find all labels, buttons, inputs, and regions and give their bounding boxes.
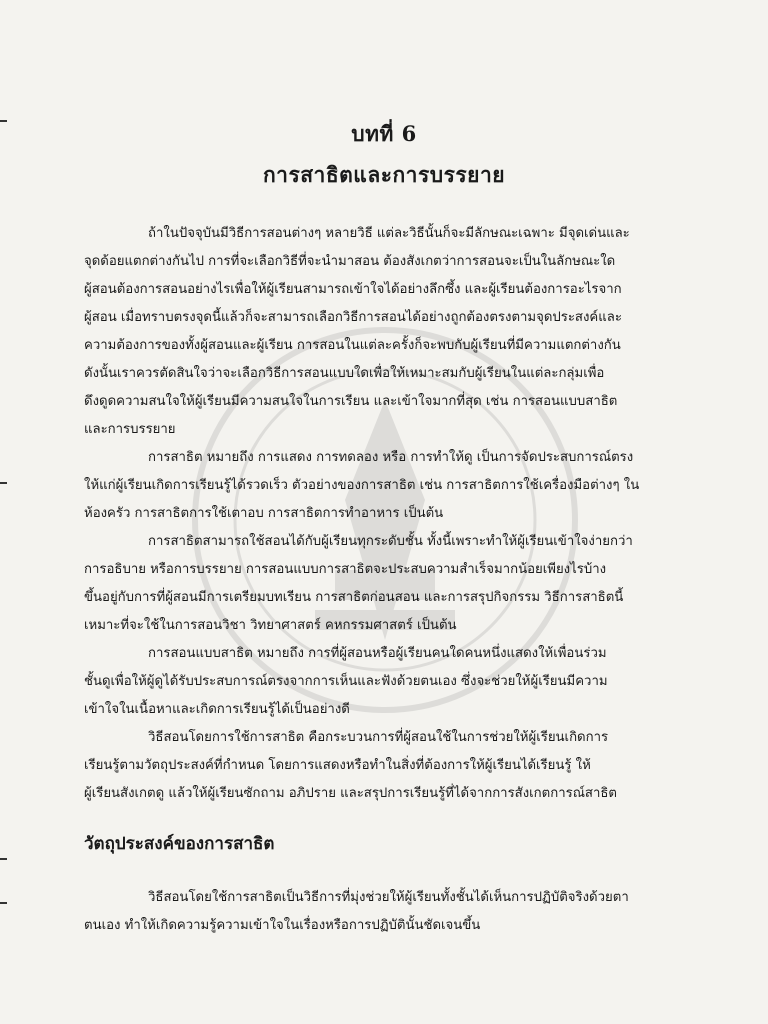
scan-edge-mark	[0, 902, 7, 904]
text-line: เข้าใจในเนื้อหาและเกิดการเรียนรู้ได้เป็นอย่างดี	[84, 702, 350, 717]
text-line: เหมาะที่จะใช้ในการสอนวิชา วิทยาศาสตร์ คหกรรมศาสตร์ เป็นต้น	[84, 618, 457, 633]
paragraph-method	[84, 724, 684, 808]
section-body	[84, 884, 684, 940]
paragraph-intro	[84, 220, 684, 444]
text-line: ผู้สอนต้องการสอนอย่างไรเพื่อให้ผู้เรียนสามารถเข้าใจได้อย่างลึกซึ้ง และผู้เรียนต้องการอะไรจาก	[84, 282, 622, 297]
text-line: ตนเอง ทำให้เกิดความรู้ความเข้าใจในเรื่องหรือการปฏิบัตินั้นชัดเจนขึ้น	[84, 918, 481, 933]
text-line: ผู้เรียนสังเกตดู แล้วให้ผู้เรียนซักถาม อภิปราย และสรุปการเรียนรู้ที่ได้จากการสังเกตการณ์สาธิต	[84, 786, 617, 801]
text-line: ถ้าในปัจจุบันมีวิธีการสอนต่างๆ หลายวิธี แต่ละวิธีนั้นก็จะมีลักษณะเฉพาะ มีจุดเด่นและ	[148, 226, 630, 241]
text-line: ห้องครัว การสาธิตการใช้เตาอบ การสาธิตการทำอาหาร เป็นต้น	[84, 506, 444, 521]
text-line: การสอนแบบสาธิต หมายถึง การที่ผู้สอนหรือผู้เรียนคนใดคนหนึ่งแสดงให้เพื่อนร่วม	[148, 646, 607, 661]
chapter-title: การสาธิตและการบรรยาย	[262, 162, 506, 187]
paragraph-objective	[84, 884, 684, 940]
paragraph-demo-teaching	[84, 640, 684, 724]
body-text	[84, 220, 684, 808]
text-line: ชั้นดูเพื่อให้ผู้ดูได้รับประสบการณ์ตรงจากการเห็นและฟังด้วยตนเอง ซึ่งจะช่วยให้ผู้เรียนมีความ	[84, 674, 608, 689]
text-line: จุดด้อยแตกต่างกันไป การที่จะเลือกวิธีที่จะนำมาสอน ต้องสังเกตว่าการสอนจะเป็นในลักษณะใด	[84, 254, 616, 269]
text-line: ดังนั้นเราควรตัดสินใจว่าจะเลือกวิธีการสอนแบบใดเพื่อให้เหมาะสมกับผู้เรียนในแต่ละกลุ่มเพื่อ	[84, 366, 605, 381]
chapter-number: บทที่ 6	[351, 121, 417, 146]
paragraph-usage	[84, 528, 684, 640]
text-line: เรียนรู้ตามวัตถุประสงค์ที่กำหนด โดยการแสดงหรือทำในสิ่งที่ต้องการให้ผู้เรียนได้เรียนรู้ ให้	[84, 758, 591, 773]
text-line: ให้แก่ผู้เรียนเกิดการเรียนรู้ได้รวดเร็ว ตัวอย่างของการสาธิต เช่น การสาธิตการใช้เครื่องมือต่างๆ ใน	[84, 478, 640, 493]
text-line: ผู้สอน เมื่อทราบตรงจุดนี้แล้วก็จะสามารถเลือกวิธีการสอนได้อย่างถูกต้องตรงตามจุดประสงค์และ	[84, 310, 622, 325]
scan-edge-mark	[0, 858, 7, 860]
text-line: ขึ้นอยู่กับการที่ผู้สอนมีการเตรียมบทเรียน การสาธิตก่อนสอน และการสรุปกิจกรรม วิธีการสาธิตนี้	[84, 590, 624, 605]
section-heading: วัตถุประสงค์ของการสาธิต	[84, 834, 275, 854]
text-line: การสาธิต หมายถึง การแสดง การทดลอง หรือ การทำให้ดู เป็นการจัดประสบการณ์ตรง	[148, 450, 634, 465]
text-line: ดึงดูดความสนใจให้ผู้เรียนมีความสนใจในการเรียน และเข้าใจมากที่สุด เช่น การสอนแบบสาธิต	[84, 394, 618, 409]
text-line: ความต้องการของทั้งผู้สอนและผู้เรียน การสอนในแต่ละครั้งก็จะพบกับผู้เรียนที่มีความแตกต่างกัน	[84, 338, 621, 353]
paragraph-definition	[84, 444, 684, 528]
text-line: และการบรรยาย	[84, 422, 176, 437]
text-line: การอธิบาย หรือการบรรยาย การสอนแบบการสาธิตจะประสบความสำเร็จมากน้อยเพียงไรบ้าง	[84, 562, 607, 577]
text-line: วิธีสอนโดยการใช้การสาธิต คือกระบวนการที่ผู้สอนใช้ในการช่วยให้ผู้เรียนเกิดการ	[148, 730, 609, 745]
text-line: วิธีสอนโดยใช้การสาธิตเป็นวิธีการที่มุ่งช่วยให้ผู้เรียนทั้งชั้นได้เห็นการปฏิบัติจริงด้วยตา	[148, 890, 629, 905]
text-line: การสาธิตสามารถใช้สอนได้กับผู้เรียนทุกระดับชั้น ทั้งนี้เพราะทำให้ผู้เรียนเข้าใจง่ายกว่า	[148, 534, 633, 549]
scan-edge-mark	[0, 482, 7, 484]
